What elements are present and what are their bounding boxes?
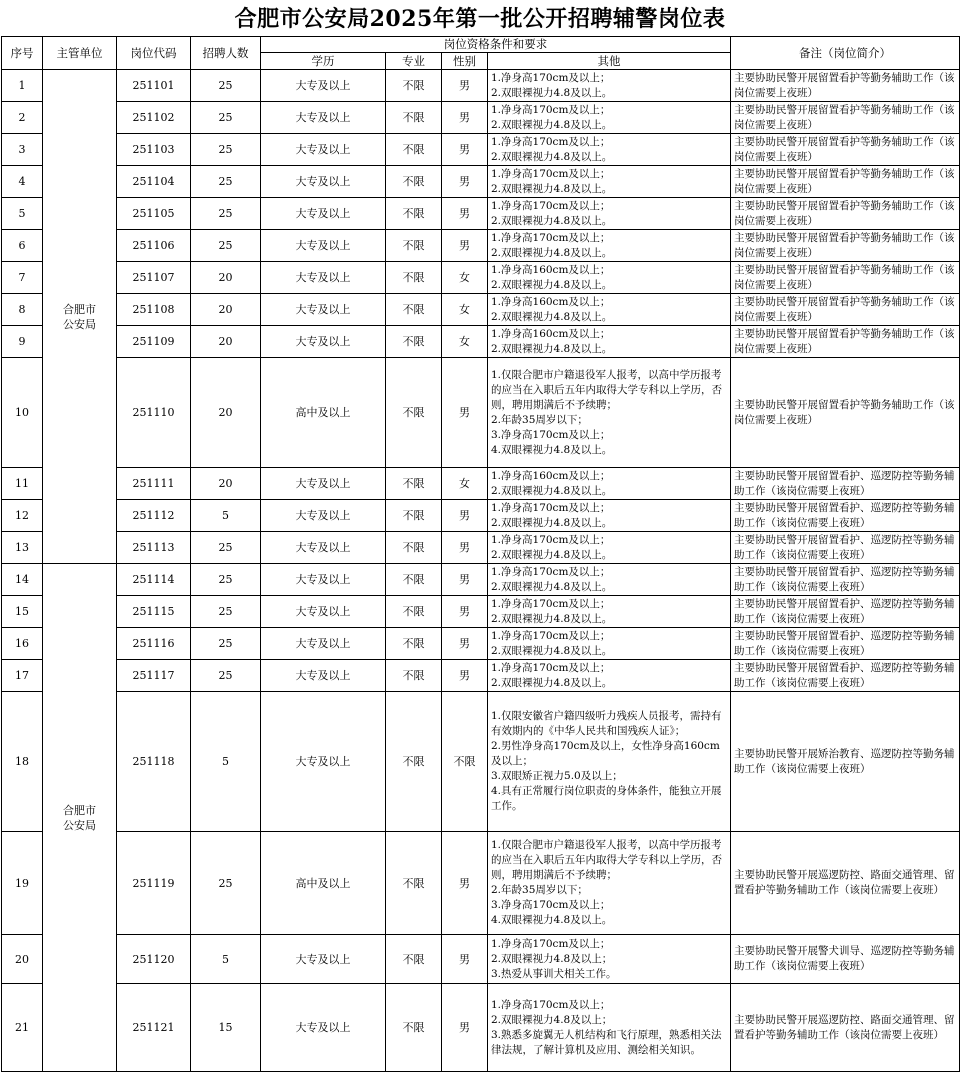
requirement-line: 1.净身高160cm及以上； [491,263,611,276]
header-other: 其他 [488,53,731,70]
cell-note: 主要协助民警开展留置看护等勤务辅助工作（该岗位需要上夜班） [731,358,960,468]
dept-line: 合肥市 [63,302,96,316]
cell-other [488,166,731,198]
cell-gender: 女 [442,468,488,500]
requirement-line: 2.双眼裸视力4.8及以上。 [491,278,613,291]
cell-major: 不限 [386,564,442,596]
cell-note: 主要协助民警开展留置看护、巡逻防控等勤务辅助工作（该岗位需要上夜班） [731,596,960,628]
cell-code: 251121 [117,984,191,1072]
requirement-line: 2.双眼裸视力4.8及以上； [491,1013,613,1026]
cell-gender: 男 [442,596,488,628]
cell-other [488,70,731,102]
cell-code: 251106 [117,230,191,262]
cell-other [488,564,731,596]
cell-major: 不限 [386,628,442,660]
cell-major: 不限 [386,102,442,134]
cell-other [488,326,731,358]
requirement-line: 4.双眼裸视力4.8及以上。 [491,443,613,456]
cell-edu: 大专及以上 [261,596,386,628]
cell-other [488,935,731,984]
cell-note: 主要协助民警开展留置看护、巡逻防控等勤务辅助工作（该岗位需要上夜班） [731,500,960,532]
requirement-line: 1.净身高170cm及以上； [491,167,611,180]
cell-note: 主要协助民警开展留置看护、巡逻防控等勤务辅助工作（该岗位需要上夜班） [731,468,960,500]
cell-note: 主要协助民警开展留置看护、巡逻防控等勤务辅助工作（该岗位需要上夜班） [731,628,960,660]
cell-code: 251112 [117,500,191,532]
cell-major: 不限 [386,660,442,692]
cell-major: 不限 [386,294,442,326]
requirement-line: 2.双眼裸视力4.8及以上。 [491,676,613,689]
cell-other [488,692,731,832]
cell-gender: 男 [442,500,488,532]
requirement-line: 4.具有正常履行岗位职责的身体条件，能独立开展工作。 [491,785,722,812]
cell-major: 不限 [386,692,442,832]
cell-gender: 女 [442,294,488,326]
cell-edu: 高中及以上 [261,832,386,935]
cell-count: 5 [191,935,261,984]
requirement-line: 2.双眼裸视力4.8及以上。 [491,548,613,561]
requirement-line: 2.双眼裸视力4.8及以上。 [491,182,613,195]
requirement-line: 1.净身高160cm及以上； [491,469,611,482]
cell-count: 25 [191,102,261,134]
requirement-line: 3.净身高170cm及以上； [491,428,611,441]
cell-other [488,102,731,134]
cell-code: 251120 [117,935,191,984]
cell-count: 25 [191,832,261,935]
cell-major: 不限 [386,326,442,358]
cell-count: 25 [191,70,261,102]
cell-edu: 大专及以上 [261,500,386,532]
cell-note: 主要协助民警开展留置看护等勤务辅助工作（该岗位需要上夜班） [731,198,960,230]
cell-note: 主要协助民警开展留置看护等勤务辅助工作（该岗位需要上夜班） [731,262,960,294]
cell-gender: 男 [442,102,488,134]
cell-gender: 不限 [442,692,488,832]
cell-note: 主要协助民警开展留置看护等勤务辅助工作（该岗位需要上夜班） [731,166,960,198]
cell-other [488,198,731,230]
cell-note: 主要协助民警开展留置看护等勤务辅助工作（该岗位需要上夜班） [731,134,960,166]
cell-note: 主要协助民警开展留置看护、巡逻防控等勤务辅助工作（该岗位需要上夜班） [731,660,960,692]
cell-edu: 大专及以上 [261,230,386,262]
header-note: 备注（岗位简介） [731,37,960,70]
requirement-line: 2.双眼裸视力4.8及以上。 [491,246,613,259]
table-row [2,692,960,832]
table-body [2,70,960,1072]
cell-seq: 18 [2,692,43,832]
cell-dept [43,70,117,564]
cell-code: 251104 [117,166,191,198]
cell-count: 20 [191,262,261,294]
cell-code: 251118 [117,692,191,832]
header-seq: 序号 [2,37,43,70]
cell-gender: 男 [442,628,488,660]
cell-major: 不限 [386,70,442,102]
cell-count: 25 [191,660,261,692]
requirement-line: 1.净身高170cm及以上； [491,661,611,674]
table-row [2,262,960,294]
requirement-line: 2.双眼裸视力4.8及以上。 [491,644,613,657]
cell-code: 251119 [117,832,191,935]
requirement-line: 1.净身高170cm及以上； [491,501,611,514]
requirement-line: 1.净身高170cm及以上； [491,533,611,546]
cell-edu: 大专及以上 [261,468,386,500]
requirement-line: 1.净身高170cm及以上； [491,597,611,610]
cell-seq: 15 [2,596,43,628]
cell-gender: 男 [442,198,488,230]
cell-code: 251113 [117,532,191,564]
cell-other [488,230,731,262]
cell-note: 主要协助民警开展警犬训导、巡逻防控等勤务辅助工作（该岗位需要上夜班） [731,935,960,984]
cell-edu: 大专及以上 [261,935,386,984]
table-row [2,166,960,198]
requirement-line: 1.净身高170cm及以上； [491,998,611,1011]
cell-count: 25 [191,166,261,198]
table-row [2,230,960,262]
requirement-line: 2.年龄35周岁以下； [491,884,588,896]
cell-count: 25 [191,628,261,660]
table-row [2,294,960,326]
table-row [2,102,960,134]
table-row [2,468,960,500]
cell-code: 251114 [117,564,191,596]
requirement-line: 1.净身高170cm及以上； [491,103,611,116]
cell-other [488,294,731,326]
table-row [2,564,960,596]
cell-count: 25 [191,134,261,166]
cell-seq: 17 [2,660,43,692]
requirement-line: 1.净身高170cm及以上； [491,135,611,148]
cell-note: 主要协助民警开展留置看护等勤务辅助工作（该岗位需要上夜班） [731,294,960,326]
cell-seq: 8 [2,294,43,326]
header-edu: 学历 [261,53,386,70]
cell-code: 251116 [117,628,191,660]
cell-count: 15 [191,984,261,1072]
cell-major: 不限 [386,596,442,628]
page-title: 合肥市公安局2025年第一批公开招聘辅警岗位表 [234,6,726,32]
cell-edu: 大专及以上 [261,198,386,230]
cell-count: 25 [191,532,261,564]
cell-count: 20 [191,294,261,326]
cell-code: 251110 [117,358,191,468]
cell-count: 5 [191,500,261,532]
requirement-line: 3.净身高170cm及以上； [491,899,611,911]
header-count: 招聘人数 [191,37,261,70]
requirement-line: 2.双眼裸视力4.8及以上。 [491,342,613,355]
cell-seq: 6 [2,230,43,262]
cell-gender: 女 [442,262,488,294]
cell-note: 主要协助民警开展矫治教育、巡逻防控等勤务辅助工作（该岗位需要上夜班） [731,692,960,832]
requirement-line: 1.仅限合肥市户籍退役军人报考，以高中学历报考的应当在入职后五年内取得大学专科以上学历，否则，聘用期满后不予续聘； [491,839,722,881]
cell-dept [43,564,117,1072]
cell-seq: 20 [2,935,43,984]
table-row [2,198,960,230]
cell-gender: 男 [442,660,488,692]
table-row [2,660,960,692]
cell-code: 251103 [117,134,191,166]
cell-gender: 男 [442,984,488,1072]
cell-gender: 男 [442,564,488,596]
cell-count: 25 [191,230,261,262]
table-row [2,596,960,628]
requirement-line: 1.净身高160cm及以上； [491,295,611,308]
cell-note: 主要协助民警开展留置看护等勤务辅助工作（该岗位需要上夜班） [731,326,960,358]
requirement-line: 1.净身高170cm及以上； [491,565,611,578]
cell-other [488,358,731,468]
dept-line: 公安局 [63,818,96,832]
requirement-line: 1.仅限安徽省户籍四级听力残疾人员报考，需持有有效期内的《中华人民共和国残疾人证》； [491,710,722,737]
cell-note: 主要协助民警开展留置看护等勤务辅助工作（该岗位需要上夜班） [731,230,960,262]
table-row [2,628,960,660]
cell-other [488,500,731,532]
cell-seq: 16 [2,628,43,660]
cell-note: 主要协助民警开展巡逻防控、路面交通管理、留置看护等勤务辅助工作（该岗位需要上夜班） [731,832,960,935]
cell-major: 不限 [386,134,442,166]
cell-major: 不限 [386,198,442,230]
cell-gender: 男 [442,358,488,468]
cell-major: 不限 [386,832,442,935]
cell-seq: 12 [2,500,43,532]
cell-seq: 21 [2,984,43,1072]
cell-major: 不限 [386,468,442,500]
cell-other [488,596,731,628]
table-row [2,134,960,166]
cell-count: 5 [191,692,261,832]
table-row [2,358,960,468]
cell-code: 251102 [117,102,191,134]
requirement-line: 1.净身高160cm及以上； [491,327,611,340]
requirement-line: 3.双眼矫正视力5.0及以上； [491,770,623,782]
cell-gender: 男 [442,935,488,984]
cell-edu: 大专及以上 [261,692,386,832]
table-row [2,935,960,984]
cell-edu: 高中及以上 [261,358,386,468]
requirement-line: 2.双眼裸视力4.8及以上。 [491,484,613,497]
requirement-line: 3.熟悉多旋翼无人机结构和飞行原理，熟悉相关法律法规，了解计算机及应用、测绘相关知识。 [491,1028,722,1056]
cell-count: 25 [191,198,261,230]
header-gender: 性别 [442,53,488,70]
requirement-line: 1.净身高170cm及以上； [491,937,611,950]
cell-major: 不限 [386,358,442,468]
table-row [2,500,960,532]
cell-seq: 4 [2,166,43,198]
table-row [2,70,960,102]
cell-major: 不限 [386,935,442,984]
table-row [2,326,960,358]
cell-edu: 大专及以上 [261,134,386,166]
requirement-line: 1.净身高170cm及以上； [491,71,611,84]
cell-note: 主要协助民警开展留置看护等勤务辅助工作（该岗位需要上夜班） [731,70,960,102]
cell-other [488,984,731,1072]
cell-major: 不限 [386,230,442,262]
cell-major: 不限 [386,262,442,294]
cell-code: 251101 [117,70,191,102]
requirement-line: 2.双眼裸视力4.8及以上。 [491,86,613,99]
cell-other [488,468,731,500]
cell-seq: 10 [2,358,43,468]
requirement-line: 2.双眼裸视力4.8及以上。 [491,612,613,625]
cell-other [488,262,731,294]
table-row [2,832,960,935]
requirement-line: 2.双眼裸视力4.8及以上。 [491,118,613,131]
requirement-line: 2.年龄35周岁以下； [491,413,588,426]
cell-seq: 11 [2,468,43,500]
cell-gender: 男 [442,532,488,564]
cell-seq: 2 [2,102,43,134]
requirement-line: 2.双眼裸视力4.8及以上。 [491,310,613,323]
header-dept: 主管单位 [43,37,117,70]
cell-code: 251107 [117,262,191,294]
requirement-line: 1.仅限合肥市户籍退役军人报考，以高中学历报考的应当在入职后五年内取得大学专科以上学历，否则，聘用期满后不予续聘； [491,368,722,411]
table-row [2,984,960,1072]
requirement-line: 4.双眼裸视力4.8及以上。 [491,914,613,926]
cell-seq: 14 [2,564,43,596]
cell-edu: 大专及以上 [261,262,386,294]
cell-count: 20 [191,326,261,358]
cell-seq: 9 [2,326,43,358]
requirement-line: 2.双眼裸视力4.8及以上。 [491,516,613,529]
cell-major: 不限 [386,500,442,532]
cell-edu: 大专及以上 [261,564,386,596]
requirement-line: 1.净身高170cm及以上； [491,629,611,642]
cell-major: 不限 [386,532,442,564]
cell-count: 20 [191,358,261,468]
requirement-line: 2.男性净身高170cm及以上，女性净身高160cm及以上； [491,740,720,767]
cell-note: 主要协助民警开展留置看护、巡逻防控等勤务辅助工作（该岗位需要上夜班） [731,532,960,564]
requirement-line: 1.净身高170cm及以上； [491,199,611,212]
cell-other [488,134,731,166]
cell-seq: 7 [2,262,43,294]
cell-edu: 大专及以上 [261,102,386,134]
cell-count: 25 [191,564,261,596]
cell-count: 20 [191,468,261,500]
cell-code: 251117 [117,660,191,692]
cell-edu: 大专及以上 [261,294,386,326]
cell-code: 251111 [117,468,191,500]
cell-gender: 男 [442,70,488,102]
cell-edu: 大专及以上 [261,984,386,1072]
requirement-line: 1.净身高170cm及以上； [491,231,611,244]
cell-seq: 13 [2,532,43,564]
requirement-line: 3.热爱从事训犬相关工作。 [491,967,617,980]
cell-seq: 5 [2,198,43,230]
cell-gender: 男 [442,134,488,166]
cell-code: 251105 [117,198,191,230]
cell-major: 不限 [386,166,442,198]
cell-other [488,832,731,935]
cell-gender: 女 [442,326,488,358]
cell-note: 主要协助民警开展留置看护、巡逻防控等勤务辅助工作（该岗位需要上夜班） [731,564,960,596]
positions-table [1,36,960,1072]
cell-count: 25 [191,596,261,628]
dept-line: 合肥市 [63,803,96,817]
cell-gender: 男 [442,166,488,198]
cell-seq: 1 [2,70,43,102]
cell-edu: 大专及以上 [261,166,386,198]
dept-line: 公安局 [63,317,96,331]
cell-edu: 大专及以上 [261,628,386,660]
requirement-line: 2.双眼裸视力4.8及以上。 [491,214,613,227]
cell-code: 251108 [117,294,191,326]
cell-gender: 男 [442,832,488,935]
header-code: 岗位代码 [117,37,191,70]
requirement-line: 2.双眼裸视力4.8及以上。 [491,580,613,593]
cell-seq: 19 [2,832,43,935]
requirement-line: 2.双眼裸视力4.8及以上。 [491,150,613,163]
requirement-line: 2.双眼裸视力4.8及以上； [491,952,613,965]
cell-edu: 大专及以上 [261,326,386,358]
cell-other [488,628,731,660]
cell-other [488,660,731,692]
cell-edu: 大专及以上 [261,660,386,692]
cell-note: 主要协助民警开展巡逻防控、路面交通管理、留置看护等勤务辅助工作（该岗位需要上夜班） [731,984,960,1072]
cell-note: 主要协助民警开展留置看护等勤务辅助工作（该岗位需要上夜班） [731,102,960,134]
cell-code: 251115 [117,596,191,628]
header-qualifications: 岗位资格条件和要求 [261,37,731,53]
cell-seq: 3 [2,134,43,166]
cell-edu: 大专及以上 [261,532,386,564]
cell-code: 251109 [117,326,191,358]
cell-gender: 男 [442,230,488,262]
cell-other [488,532,731,564]
cell-major: 不限 [386,984,442,1072]
cell-edu: 大专及以上 [261,70,386,102]
header-major: 专业 [386,53,442,70]
table-row [2,532,960,564]
